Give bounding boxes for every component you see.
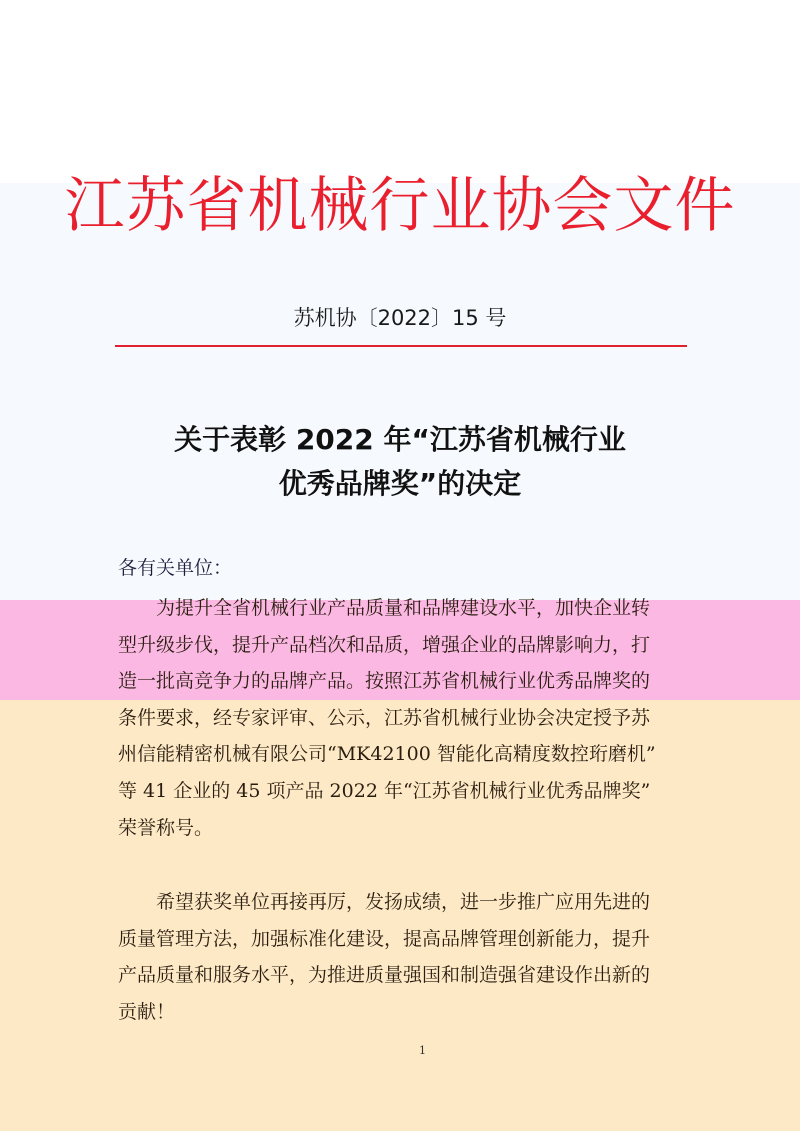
masthead: 江苏省机械行业协会文件 xyxy=(64,171,736,241)
paragraph-line: 希望获奖单位再接再厉，发扬成绩，进一步推广应用先进的 xyxy=(156,891,651,913)
paragraph-line: 产品质量和服务水平，为推进质量强国和制造强省建设作出新的 xyxy=(118,964,651,987)
salutation: 各有关单位： xyxy=(118,557,233,579)
paragraph-line: 州信能精密机械有限公司“MK42100 智能化高精度数控珩磨机” xyxy=(118,743,656,766)
paragraph-line: 贡献！ xyxy=(118,1000,176,1023)
paragraph-line: 荣誉称号。 xyxy=(118,816,214,839)
paragraph-line: 造一批高竞争力的品牌产品。按照江苏省机械行业优秀品牌奖的 xyxy=(118,670,651,693)
paragraph-line: 为提升全省机械行业产品质量和品牌建设水平，加快企业转 xyxy=(156,597,651,619)
doc-title-line: 优秀品牌奖”的决定 xyxy=(278,467,522,500)
doc-title xyxy=(0,418,800,506)
background-band-top xyxy=(0,0,800,183)
page-number: 1 xyxy=(419,1044,426,1057)
body-paragraph xyxy=(118,884,718,1030)
doc-number: 苏机协〔2022〕15 号 xyxy=(293,306,507,330)
doc-title-line: 关于表彰 2022 年“江苏省机械行业 xyxy=(174,423,626,456)
paragraph-line: 型升级步伐，提升产品档次和品质，增强企业的品牌影响力，打 xyxy=(118,633,651,656)
paragraph-line: 条件要求，经专家评审、公示，江苏省机械行业协会决定授予苏 xyxy=(118,706,651,729)
paragraph-line: 质量管理方法，加强标准化建设，提高品牌管理创新能力，提升 xyxy=(118,927,651,950)
red-divider xyxy=(115,345,687,347)
background-band-blue xyxy=(0,183,800,600)
paragraph-line: 等 41 企业的 45 项产品 2022 年“江苏省机械行业优秀品牌奖” xyxy=(118,779,651,802)
body-paragraph xyxy=(118,590,718,846)
